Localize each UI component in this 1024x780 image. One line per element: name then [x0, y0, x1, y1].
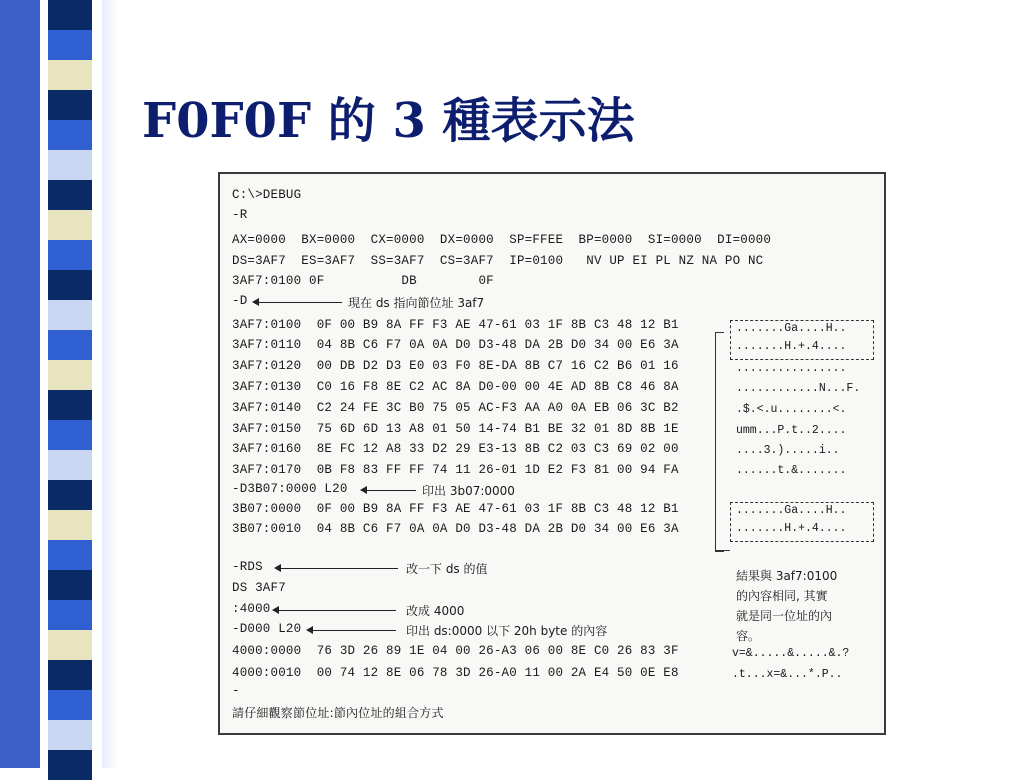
result-note: 結果與 3af7:0100 [736, 569, 838, 583]
debug-line: 4000:0010 00 74 12 8E 06 78 3D 26-A0 11 00 2A E4 50 0E E8 [232, 666, 679, 680]
annotation-rds: 改一下 ds 的值 [406, 562, 488, 576]
stripe-square [48, 420, 92, 450]
ascii-row: .t...x=&...*.P.. [732, 668, 843, 681]
debug-line: 3B07:0010 04 8B C6 F7 0A 0A D0 D3-48 DA 2B D0 34 00 E6 3A [232, 522, 679, 536]
ascii-row: ............N...F. [736, 382, 861, 395]
stripe-square [48, 90, 92, 120]
debug-line: -D [232, 294, 248, 308]
ascii-row: ....3.).....i.. [736, 444, 840, 457]
ascii-row: .......H.+.4.... [736, 522, 847, 535]
stripe-square [48, 750, 92, 780]
stripe-square [48, 600, 92, 630]
bracket-line [715, 550, 730, 551]
stripe-square [48, 270, 92, 300]
stripe-square [48, 450, 92, 480]
arrow-icon [258, 302, 342, 303]
debug-line: DS 3AF7 [232, 581, 286, 595]
arrow-icon [366, 490, 416, 491]
debug-line: 請仔細觀察節位址:節內位址的組合方式 [232, 706, 444, 720]
stripe-square [48, 720, 92, 750]
debug-line: -D3B07:0000 L20 [232, 482, 348, 496]
ascii-row: .......Ga....H.. [736, 504, 847, 517]
stripe-square [48, 330, 92, 360]
arrow-icon [278, 610, 396, 611]
stripe-square [48, 300, 92, 330]
stripe-square [48, 480, 92, 510]
stripe-square [48, 0, 92, 30]
stripe-square [48, 570, 92, 600]
debug-line: - [232, 684, 240, 698]
stripe-square [48, 630, 92, 660]
stripe-square [48, 510, 92, 540]
ascii-row: .......H.+.4.... [736, 340, 847, 353]
debug-line: 3B07:0000 0F 00 B9 8A FF F3 AE 47-61 03 1F 8B C3 48 12 B1 [232, 502, 679, 516]
slide-title: F0F0F 的 3 種表示法 [142, 93, 635, 149]
debug-line: 3AF7:0150 75 6D 6D 13 A8 01 50 14-74 B1 BE 32 01 8D 8B 1E [232, 422, 679, 436]
result-note: 的內容相同, 其實 [736, 589, 828, 603]
debug-line: 3AF7:0140 C2 24 FE 3C B0 75 05 AC-F3 AA A0 0A EB 06 3C B2 [232, 401, 679, 415]
debug-line: AX=0000 BX=0000 CX=0000 DX=0000 SP=FFEE BP=0000 SI=0000 DI=0000 [232, 233, 772, 247]
result-note: 容。 [736, 629, 761, 643]
stripe-square [48, 150, 92, 180]
ascii-row: umm...P.t..2.... [736, 424, 847, 437]
stripe-square [48, 540, 92, 570]
stripe-square [48, 660, 92, 690]
annotation-ds-points: 現在 ds 指向節位址 3af7 [348, 296, 485, 310]
debug-line: -R [232, 208, 248, 222]
debug-line: :4000 [232, 602, 271, 616]
stripe-square [48, 60, 92, 90]
debug-line: 3AF7:0160 8E FC 12 A8 33 D2 29 E3-13 8B C2 03 C3 69 02 00 [232, 442, 679, 456]
debug-line: 3AF7:0170 0B F8 83 FF FF 74 11 26-01 1D E2 F3 81 00 94 FA [232, 463, 679, 477]
debug-line: DS=3AF7 ES=3AF7 SS=3AF7 CS=3AF7 IP=0100 NV UP EI PL NZ NA PO NC [232, 254, 764, 268]
stripe-square [48, 30, 92, 60]
annotation-print-4000: 印出 ds:0000 以下 20h byte 的內容 [406, 624, 608, 638]
bracket-line [715, 332, 724, 552]
debug-line: 3AF7:0100 0F 00 B9 8A FF F3 AE 47-61 03 1F 8B C3 48 12 B1 [232, 318, 679, 332]
debug-line: 3AF7:0100 0F DB 0F [232, 274, 494, 288]
ascii-row: v=&.....&.....&.? [732, 647, 850, 660]
result-note: 就是同一位址的內 [736, 609, 833, 623]
stripe-square [48, 210, 92, 240]
stripe-square [48, 180, 92, 210]
debug-line: 4000:0000 76 3D 26 89 1E 04 00 26-A3 06 00 8E C0 26 83 3F [232, 644, 679, 658]
stripe-square [48, 360, 92, 390]
annotation-set-ds: 改成 4000 [406, 604, 465, 618]
annotation-print-3b07: 印出 3b07:0000 [422, 484, 515, 498]
stripe-square [48, 120, 92, 150]
debug-line: 3AF7:0120 00 DB D2 D3 E0 03 F0 8E-DA 8B C7 16 C2 B6 01 16 [232, 359, 679, 373]
stripe-square [48, 390, 92, 420]
arrow-icon [280, 568, 398, 569]
ascii-row: ......t.&....... [736, 464, 847, 477]
debug-line: 3AF7:0130 C0 16 F8 8E C2 AC 8A D0-00 00 4E AD 8B C8 46 8A [232, 380, 679, 394]
stripe-square [48, 240, 92, 270]
debug-line: 3AF7:0110 04 8B C6 F7 0A 0A D0 D3-48 DA 2B D0 34 00 E6 3A [232, 338, 679, 352]
debug-screenshot [218, 172, 886, 735]
debug-line: -D000 L20 [232, 622, 302, 636]
arrow-icon [312, 630, 396, 631]
stripe-square [48, 690, 92, 720]
debug-line: C:\>DEBUG [232, 188, 302, 202]
ascii-row: ................ [736, 362, 847, 375]
ascii-row: .$.<.u........<. [736, 403, 847, 416]
debug-line: -RDS [232, 560, 263, 574]
ascii-row: .......Ga....H.. [736, 322, 847, 335]
